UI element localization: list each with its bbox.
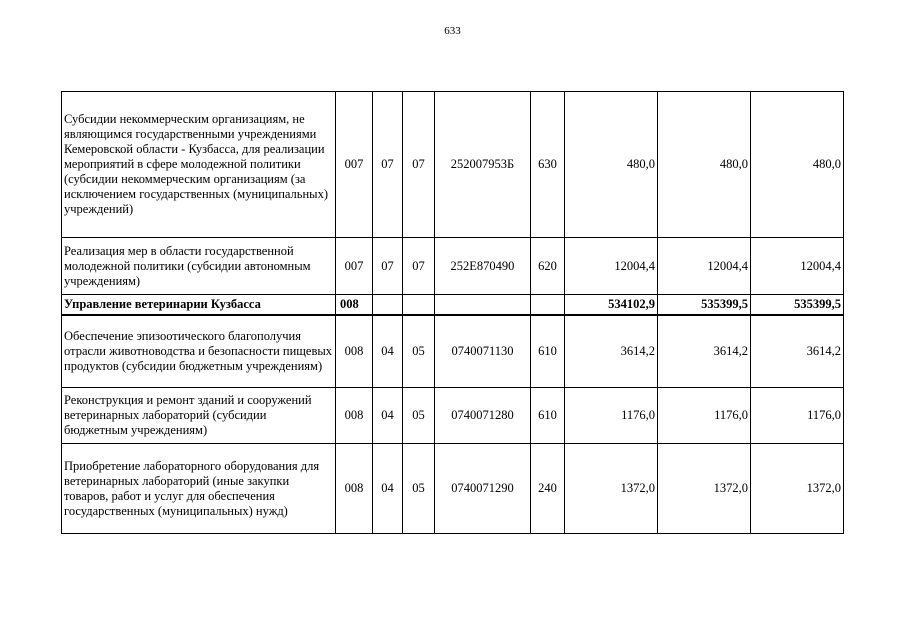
ministry-code: 008 <box>336 315 373 388</box>
target-article-code: 0740071290 <box>435 444 531 534</box>
row-name: Управление ветеринарии Кузбасса <box>62 295 336 315</box>
page-number: 633 <box>444 25 461 37</box>
amount-year-1: 1372,0 <box>565 444 658 534</box>
section-code: 04 <box>373 388 403 444</box>
amount-year-3: 1176,0 <box>751 388 844 444</box>
target-article-code: 0740071130 <box>435 315 531 388</box>
subsection-code: 07 <box>403 92 435 238</box>
table-row <box>62 238 844 295</box>
expense-type-code: 630 <box>531 92 565 238</box>
expense-type-code: 620 <box>531 238 565 295</box>
subsection-code: 05 <box>403 444 435 534</box>
amount-year-3: 480,0 <box>751 92 844 238</box>
table-row <box>62 388 844 444</box>
expense-type-code: 610 <box>531 388 565 444</box>
subsection-code: 05 <box>403 388 435 444</box>
amount-year-2: 3614,2 <box>658 315 751 388</box>
amount-year-1: 12004,4 <box>565 238 658 295</box>
expense-type-code: 240 <box>531 444 565 534</box>
row-name: Субсидии некоммерческим организациям, не являющимся государственными учреждениями Кемеровской области - Кузбасса, для реализации мероприятий в сфере молодежной политики (субсидии некоммерческим организациям (за исключением государственных (муниципальных) учреждений) <box>62 92 336 238</box>
table-row-section-total <box>62 295 844 315</box>
expense-type-code: 610 <box>531 315 565 388</box>
subsection-code <box>403 295 435 315</box>
amount-year-2: 480,0 <box>658 92 751 238</box>
target-article-code: 0740071280 <box>435 388 531 444</box>
ministry-code: 008 <box>336 388 373 444</box>
amount-year-2: 12004,4 <box>658 238 751 295</box>
ministry-code: 008 <box>336 444 373 534</box>
target-article-code: 252E870490 <box>435 238 531 295</box>
subsection-code: 05 <box>403 315 435 388</box>
table-row <box>62 444 844 534</box>
row-name: Приобретение лабораторного оборудования для ветеринарных лабораторий (иные закупки товаров, работ и услуг для обеспечения государственных (муниципальных) нужд) <box>62 444 336 534</box>
amount-year-1: 480,0 <box>565 92 658 238</box>
expense-type-code <box>531 295 565 315</box>
ministry-code: 007 <box>336 238 373 295</box>
section-code: 04 <box>373 444 403 534</box>
amount-year-1: 1176,0 <box>565 388 658 444</box>
table-row <box>62 315 844 388</box>
amount-year-3: 535399,5 <box>751 295 844 315</box>
ministry-code: 008 <box>336 295 373 315</box>
table-row <box>62 92 844 238</box>
amount-year-2: 1372,0 <box>658 444 751 534</box>
section-code <box>373 295 403 315</box>
amount-year-3: 1372,0 <box>751 444 844 534</box>
row-name: Реализация мер в области государственной молодежной политики (субсидии автономным учреждениям) <box>62 238 336 295</box>
amount-year-2: 1176,0 <box>658 388 751 444</box>
subsection-code: 07 <box>403 238 435 295</box>
row-name: Реконструкция и ремонт зданий и сооружений ветеринарных лабораторий (субсидии бюджетным учреждениям) <box>62 388 336 444</box>
target-article-code: 252007953Б <box>435 92 531 238</box>
amount-year-3: 12004,4 <box>751 238 844 295</box>
amount-year-3: 3614,2 <box>751 315 844 388</box>
section-code: 07 <box>373 92 403 238</box>
budget-table <box>61 91 844 534</box>
amount-year-2: 535399,5 <box>658 295 751 315</box>
ministry-code: 007 <box>336 92 373 238</box>
target-article-code <box>435 295 531 315</box>
section-code: 04 <box>373 315 403 388</box>
section-code: 07 <box>373 238 403 295</box>
amount-year-1: 3614,2 <box>565 315 658 388</box>
amount-year-1: 534102,9 <box>565 295 658 315</box>
row-name: Обеспечение эпизоотического благополучия отрасли животноводства и безопасности пищевых продуктов (субсидии бюджетным учреждениям) <box>62 315 336 388</box>
